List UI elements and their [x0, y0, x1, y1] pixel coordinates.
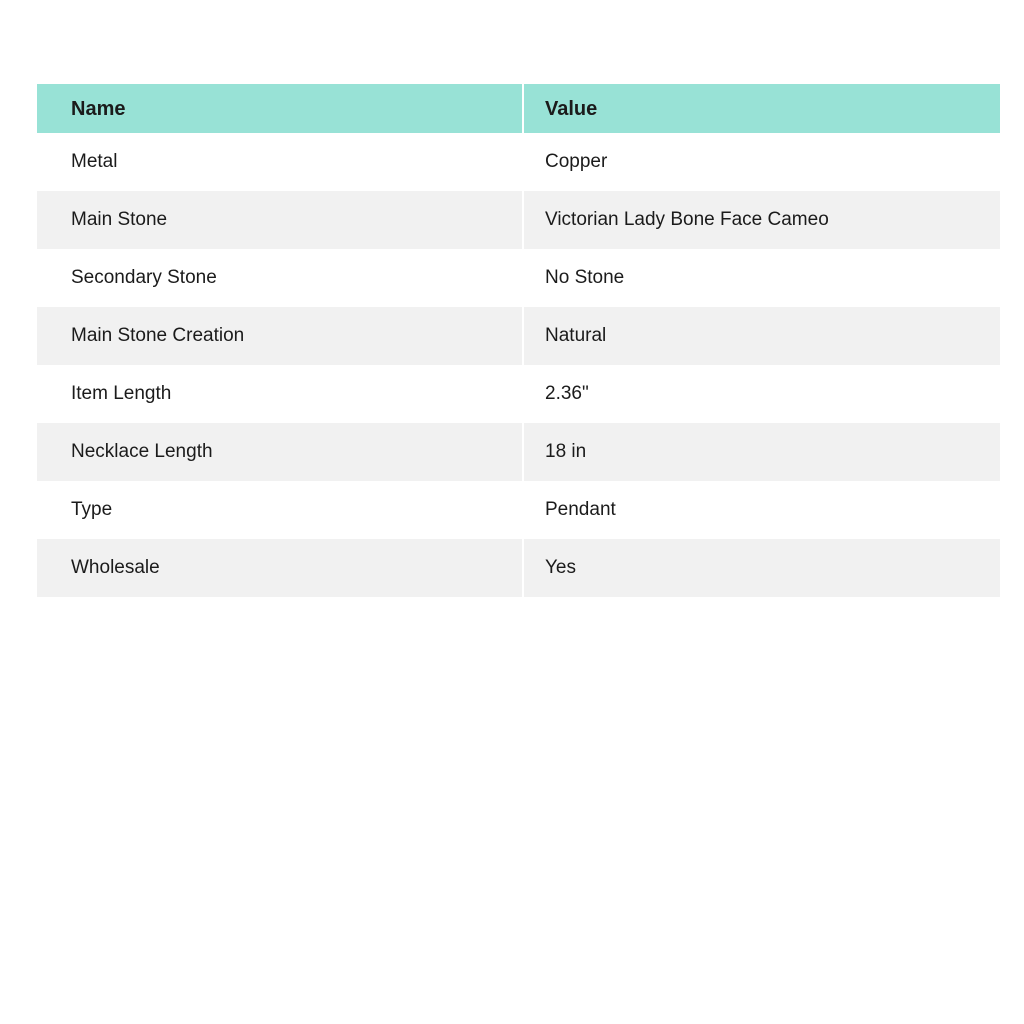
table-row	[37, 133, 1000, 191]
header-cell-name: Name	[37, 84, 523, 133]
table-row	[37, 249, 1000, 307]
table-cell-value: Yes	[523, 539, 1000, 597]
spec-table	[37, 84, 1000, 597]
table-row	[37, 423, 1000, 481]
table-cell-value: Pendant	[523, 481, 1000, 539]
table-row	[37, 191, 1000, 249]
table-cell-name: Main Stone	[37, 191, 523, 249]
table-cell-name: Necklace Length	[37, 423, 523, 481]
table-row	[37, 307, 1000, 365]
table-cell-value: 18 in	[523, 423, 1000, 481]
table-row	[37, 539, 1000, 597]
table-cell-name: Metal	[37, 133, 523, 191]
spec-table-header	[37, 84, 1000, 133]
table-cell-value: Victorian Lady Bone Face Cameo	[523, 191, 1000, 249]
spec-table-body	[37, 133, 1000, 597]
header-cell-value: Value	[523, 84, 1000, 133]
table-row	[37, 481, 1000, 539]
table-cell-value: 2.36"	[523, 365, 1000, 423]
table-cell-name: Wholesale	[37, 539, 523, 597]
table-cell-name: Main Stone Creation	[37, 307, 523, 365]
table-row	[37, 365, 1000, 423]
table-cell-value: Natural	[523, 307, 1000, 365]
table-cell-name: Secondary Stone	[37, 249, 523, 307]
table-cell-value: Copper	[523, 133, 1000, 191]
header-row	[37, 84, 1000, 133]
table-cell-value: No Stone	[523, 249, 1000, 307]
table-cell-name: Item Length	[37, 365, 523, 423]
table-cell-name: Type	[37, 481, 523, 539]
